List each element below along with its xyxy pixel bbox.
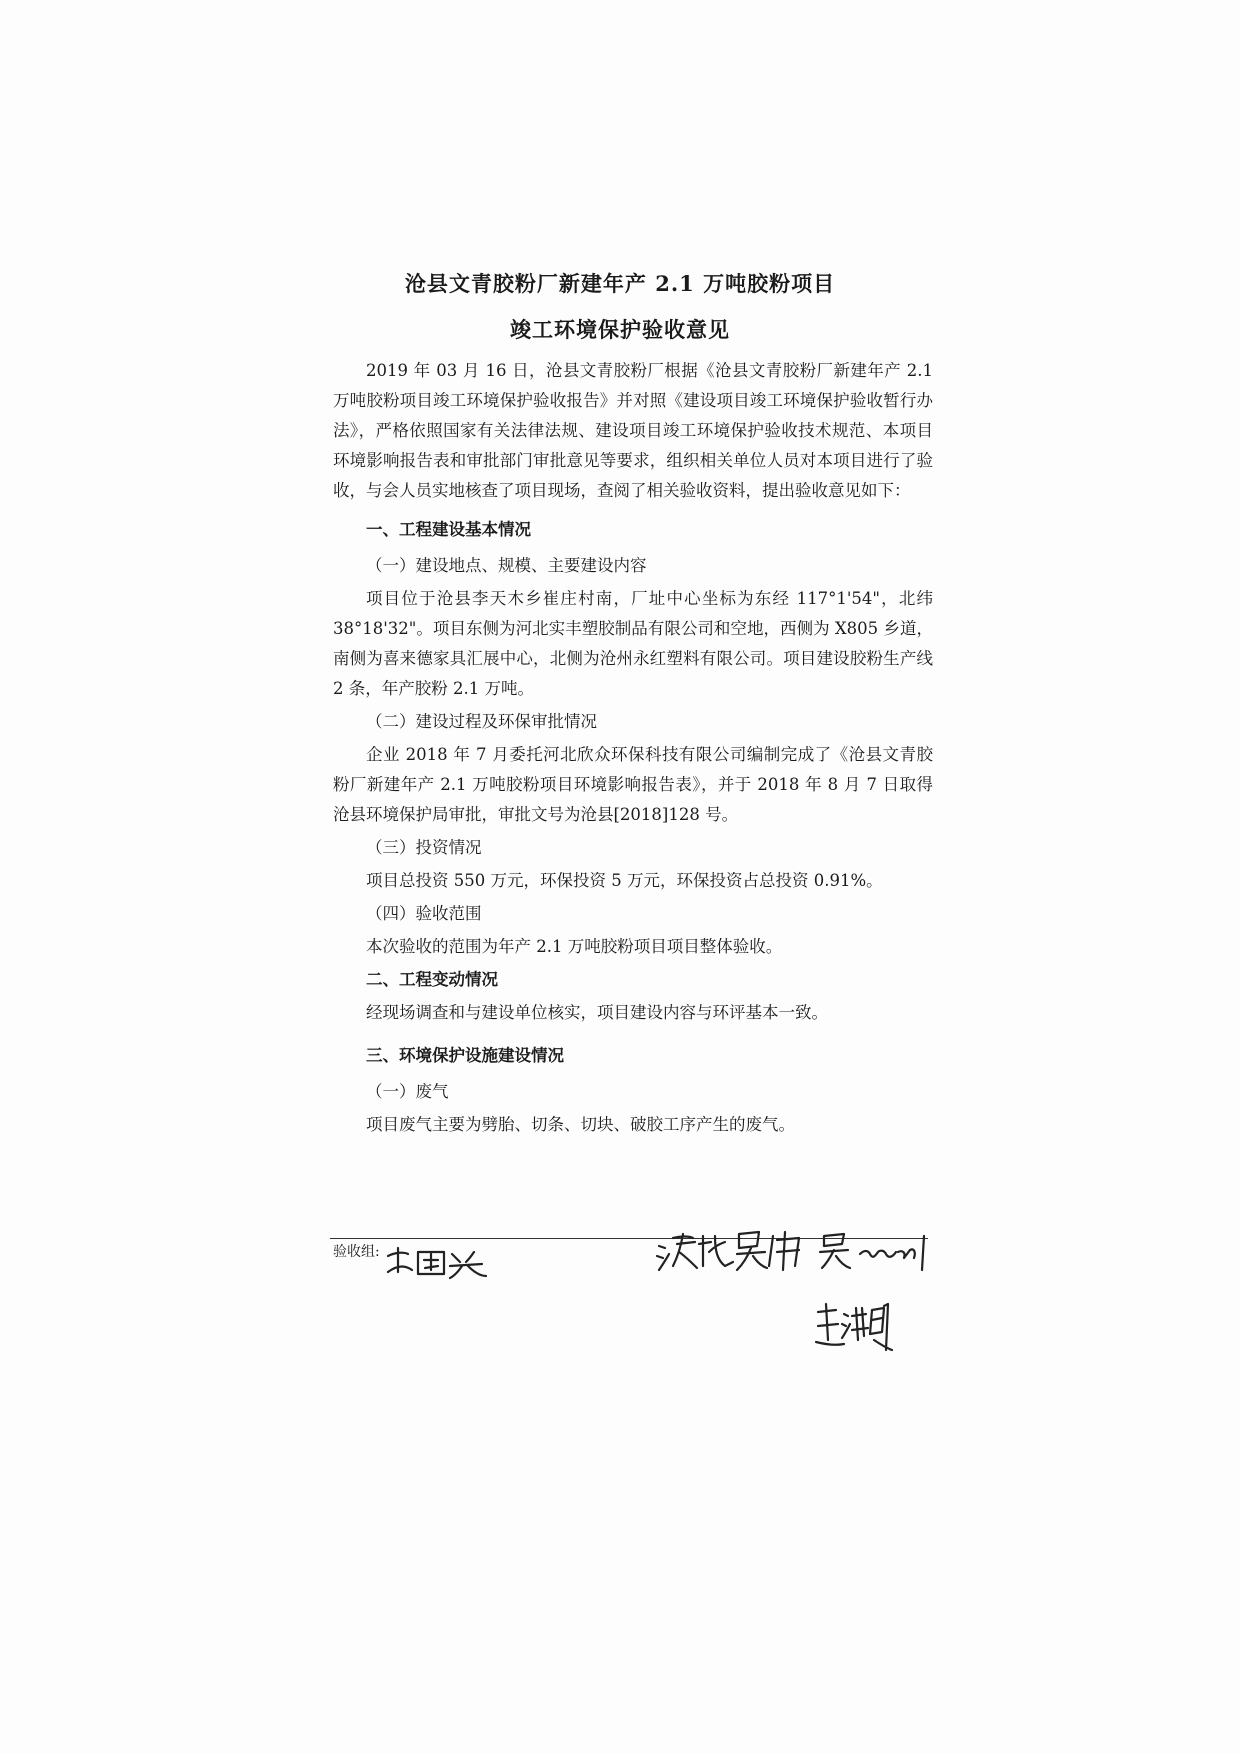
section-3-sub-1-text: 项目废气主要为劈胎、切条、切块、破胶工序产生的废气。 — [366, 1115, 795, 1134]
section-2-text: 经现场调查和与建设单位核实，项目建设内容与环评基本一致。 — [366, 1003, 828, 1022]
section-3-heading: 三、环境保护设施建设情况 — [366, 1046, 564, 1065]
section-1-sub-4-heading: （四）验收范围 — [366, 904, 482, 923]
section-1-sub-3-text: 项目总投资 550 万元，环保投资 5 万元，环保投资占总投资 0.91%。 — [366, 871, 883, 890]
section-1-sub-1-text: 项目位于沧县李天木乡崔庄村南，厂址中心坐标为东经 117°1'54"，北纬 38°18'32"。项目东侧为河北实丰塑胶制品有限公司和空地，西侧为 X805 乡道，南侧为喜来德家具汇展中心，北侧为沧州永红塑料有限公司。项目建设胶粉生产线 2 条，年产胶粉 2.1 万吨。 — [333, 589, 933, 698]
document-title: 沧县文青胶粉厂新建年产 2.1 万吨胶粉项目 — [404, 271, 836, 296]
acceptance-group-label: 验收组: — [333, 1244, 380, 1260]
intro-paragraph: 2019 年 03 月 16 日，沧县文青胶粉厂根据《沧县文青胶粉厂新建年产 2.1 万吨胶粉项目竣工环境保护验收报告》并对照《建设项目竣工环境保护验收暂行办法》，严格依照国家有关法律法规、建设项目竣工环境保护验收技术规范、本项目环境影响报告表和审批部门审批意见等要求，组织相关单位人员对本项目进行了验收，与会人员实地核查了项目现场，查阅了相关验收资料，提出验收意见如下： — [333, 361, 933, 500]
section-1-sub-1-heading: （一）建设地点、规模、主要建设内容 — [366, 556, 647, 575]
document-subtitle: 竣工环境保护验收意见 — [510, 317, 730, 342]
section-3-sub-1-heading: （一）废气 — [366, 1082, 449, 1101]
section-1-sub-2-text: 企业 2018 年 7 月委托河北欣众环保科技有限公司编制完成了《沧县文青胶粉厂新建年产 2.1 万吨胶粉项目环境影响报告表》，并于 2018 年 8 月 7 日取得沧县环境保护局审批，审批文号为沧县[2018]128 号。 — [333, 745, 933, 824]
section-1-sub-3-heading: （三）投资情况 — [366, 838, 482, 857]
section-1-sub-4-text: 本次验收的范围为年产 2.1 万吨胶粉项目项目整体验收。 — [366, 937, 783, 956]
signature-1 — [382, 1242, 492, 1286]
signature-2 — [655, 1226, 805, 1278]
signature-3 — [818, 1230, 938, 1278]
signature-4 — [814, 1300, 894, 1360]
section-2-heading: 二、工程变动情况 — [366, 970, 498, 989]
section-1-sub-2-heading: （二）建设过程及环保审批情况 — [366, 712, 597, 731]
section-1-heading: 一、工程建设基本情况 — [366, 520, 531, 539]
document-body — [333, 356, 933, 1140]
